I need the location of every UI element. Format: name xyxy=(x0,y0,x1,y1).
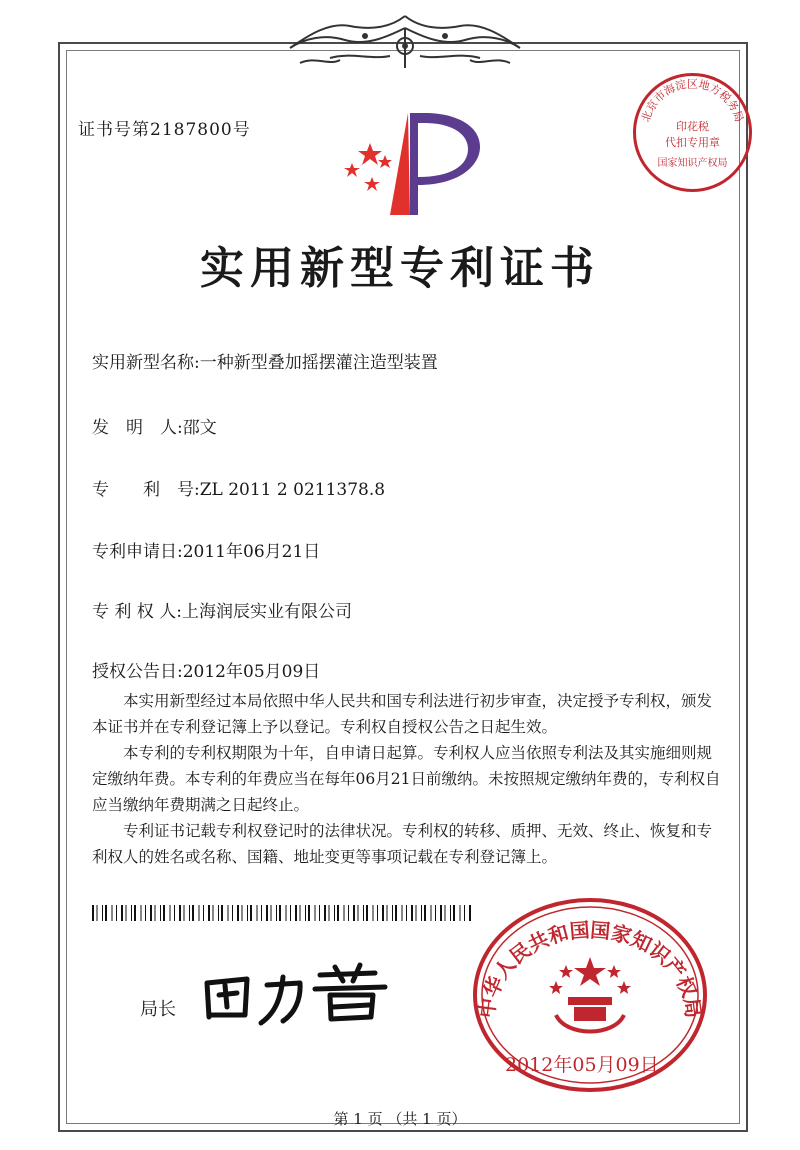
director-signature xyxy=(195,955,395,1035)
field-application-date xyxy=(92,537,320,562)
field-patent-number xyxy=(92,475,385,500)
tax-stamp-line1: 印花税 xyxy=(676,120,709,133)
cnipa-logo-icon xyxy=(330,95,490,225)
tax-stamp-line2: 代扣专用章 xyxy=(665,136,720,149)
tax-stamp-line3: 国家知识产权局 xyxy=(657,158,728,169)
field-label: 专 利 权 人: xyxy=(92,602,182,622)
field-value: 上海润辰实业有限公司 xyxy=(181,602,352,622)
field-utility-model-name xyxy=(92,348,438,373)
svg-text:北京市海淀区地方税务局 xyxy=(639,77,746,124)
field-value: ZL 2011 2 0211378.8 xyxy=(199,480,386,500)
field-value: 2011年06月21日 xyxy=(182,542,321,562)
certificate-number: 证书号第2187800号 xyxy=(78,120,251,140)
field-patentee xyxy=(92,597,352,622)
seal-date: 2012年05月09日 xyxy=(505,1054,659,1076)
tax-stamp-seal xyxy=(630,70,755,195)
field-value: 一种新型叠加摇摆灌注造型装置 xyxy=(199,353,438,373)
director-label: 局长 xyxy=(140,999,176,1020)
page-number: 第 1 页 （共 1 页） xyxy=(333,1110,467,1128)
field-value: 邵文 xyxy=(182,418,217,438)
body-paragraph: 专利证书记载专利权登记时的法律状况。专利权的转移、质押、无效、终止、恢复和专利权人的姓名或名称、国籍、地址变更等事项记载在专利登记簿上。 xyxy=(92,822,713,866)
field-label: 发 明 人: xyxy=(92,418,183,438)
certificate-body xyxy=(92,688,722,870)
tax-stamp-ring-text: 北京市海淀区地方税务局 xyxy=(639,77,746,124)
body-paragraph: 本实用新型经过本局依照中华人民共和国专利法进行初步审查，决定授予专利权，颁发本证书并在专利登记簿上予以登记。专利权自授权公告之日起生效。 xyxy=(92,692,713,736)
field-label: 专利申请日: xyxy=(92,542,183,562)
field-value: 2012年05月09日 xyxy=(182,662,321,682)
field-inventor xyxy=(92,413,217,438)
page-title: 实用新型专利证书 xyxy=(200,243,600,294)
field-label: 授权公告日: xyxy=(92,662,183,682)
top-ornament-icon xyxy=(270,8,540,78)
field-label: 实用新型名称: xyxy=(92,353,200,373)
seal-ring-text: 中华人民共和国国家知识产权局 xyxy=(474,917,706,1020)
body-paragraph: 本专利的专利权期限为十年，自申请日起算。专利权人应当依照专利法及其实施细则规定缴纳年费。本专利的年费应当在每年06月21日前缴纳。未按照规定缴纳年费的，专利权自应当缴纳年费期满之日起终止。 xyxy=(92,744,721,814)
field-label: 专 利 号: xyxy=(92,480,200,500)
barcode-icon xyxy=(92,905,472,921)
field-grant-date xyxy=(92,657,320,682)
